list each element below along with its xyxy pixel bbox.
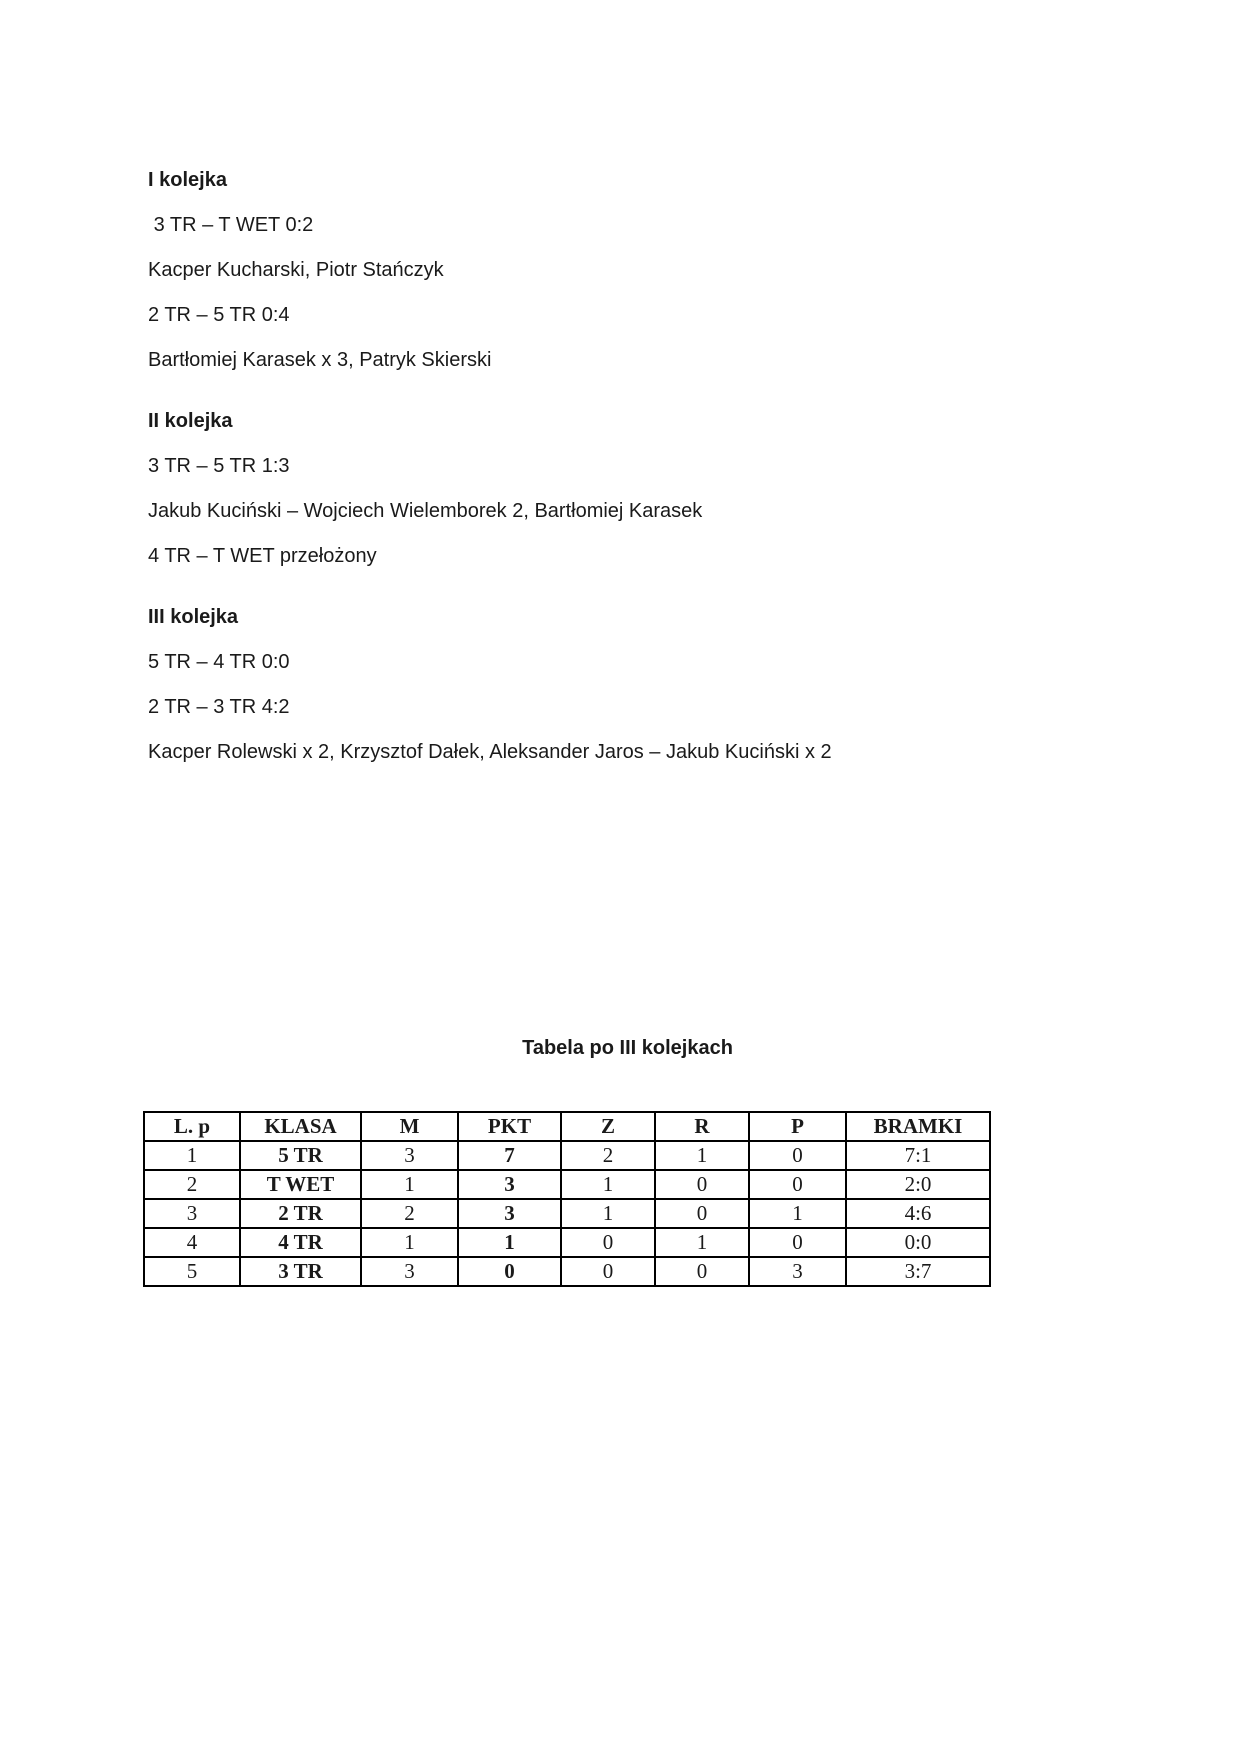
cell-goals: 7:1	[846, 1141, 990, 1170]
cell-losses: 0	[749, 1228, 846, 1257]
round-1-match-1: 3 TR – T WET 0:2	[148, 214, 314, 236]
cell-losses: 0	[749, 1170, 846, 1199]
cell-matches: 1	[361, 1170, 458, 1199]
cell-draws: 0	[655, 1257, 749, 1286]
round-1-scorers-1: Kacper Kucharski, Piotr Stańczyk	[148, 259, 444, 281]
cell-rank: 1	[144, 1141, 240, 1170]
round-2-match-2: 4 TR – T WET przełożony	[148, 545, 377, 567]
cell-draws: 1	[655, 1228, 749, 1257]
cell-goals: 4:6	[846, 1199, 990, 1228]
cell-rank: 5	[144, 1257, 240, 1286]
column-header-klasa: KLASA	[240, 1112, 361, 1141]
column-header-r: R	[655, 1112, 749, 1141]
cell-points: 3	[458, 1170, 561, 1199]
column-header-p: P	[749, 1112, 846, 1141]
cell-points: 3	[458, 1199, 561, 1228]
cell-goals: 2:0	[846, 1170, 990, 1199]
standings-table	[143, 1111, 991, 1287]
cell-matches: 2	[361, 1199, 458, 1228]
section-round-2	[148, 408, 1107, 569]
cell-matches: 3	[361, 1257, 458, 1286]
table-row	[144, 1170, 990, 1199]
round-3-heading: III kolejka	[148, 606, 239, 628]
cell-draws: 1	[655, 1141, 749, 1170]
cell-losses: 3	[749, 1257, 846, 1286]
round-2-heading: II kolejka	[148, 410, 233, 432]
round-3-match-1: 5 TR – 4 TR 0:0	[148, 651, 290, 673]
cell-team: T WET	[240, 1170, 361, 1199]
table-title: Tabela po III kolejkach	[522, 1037, 733, 1059]
column-header-z: Z	[561, 1112, 655, 1141]
cell-draws: 0	[655, 1170, 749, 1199]
cell-wins: 0	[561, 1257, 655, 1286]
cell-goals: 0:0	[846, 1228, 990, 1257]
cell-goals: 3:7	[846, 1257, 990, 1286]
table-row	[144, 1199, 990, 1228]
cell-losses: 1	[749, 1199, 846, 1228]
column-header-m: M	[361, 1112, 458, 1141]
table-row	[144, 1228, 990, 1257]
cell-points: 7	[458, 1141, 561, 1170]
column-header-lp: L. p	[144, 1112, 240, 1141]
column-header-pkt: PKT	[458, 1112, 561, 1141]
column-header-bramki: BRAMKI	[846, 1112, 990, 1141]
cell-team: 3 TR	[240, 1257, 361, 1286]
cell-rank: 3	[144, 1199, 240, 1228]
section-round-1	[148, 167, 1107, 373]
cell-team: 4 TR	[240, 1228, 361, 1257]
cell-wins: 2	[561, 1141, 655, 1170]
round-3-match-2: 2 TR – 3 TR 4:2	[148, 696, 290, 718]
cell-matches: 3	[361, 1141, 458, 1170]
cell-wins: 1	[561, 1170, 655, 1199]
round-1-heading: I kolejka	[148, 169, 227, 191]
table-row	[144, 1257, 990, 1286]
round-3-scorers: Kacper Rolewski x 2, Krzysztof Dałek, Aleksander Jaros – Jakub Kuciński x 2	[148, 741, 832, 763]
round-2-match-1: 3 TR – 5 TR 1:3	[148, 455, 290, 477]
cell-team: 5 TR	[240, 1141, 361, 1170]
cell-rank: 4	[144, 1228, 240, 1257]
cell-losses: 0	[749, 1141, 846, 1170]
round-1-scorers-2: Bartłomiej Karasek x 3, Patryk Skierski	[148, 349, 492, 371]
cell-points: 1	[458, 1228, 561, 1257]
cell-points: 0	[458, 1257, 561, 1286]
cell-wins: 1	[561, 1199, 655, 1228]
cell-team: 2 TR	[240, 1199, 361, 1228]
table-header-row	[144, 1112, 990, 1141]
cell-rank: 2	[144, 1170, 240, 1199]
cell-draws: 0	[655, 1199, 749, 1228]
round-2-scorers-1: Jakub Kuciński – Wojciech Wielemborek 2, Bartłomiej Karasek	[148, 500, 703, 522]
table-row	[144, 1141, 990, 1170]
cell-wins: 0	[561, 1228, 655, 1257]
round-1-match-2: 2 TR – 5 TR 0:4	[148, 304, 290, 326]
cell-matches: 1	[361, 1228, 458, 1257]
section-round-3	[148, 604, 1107, 765]
